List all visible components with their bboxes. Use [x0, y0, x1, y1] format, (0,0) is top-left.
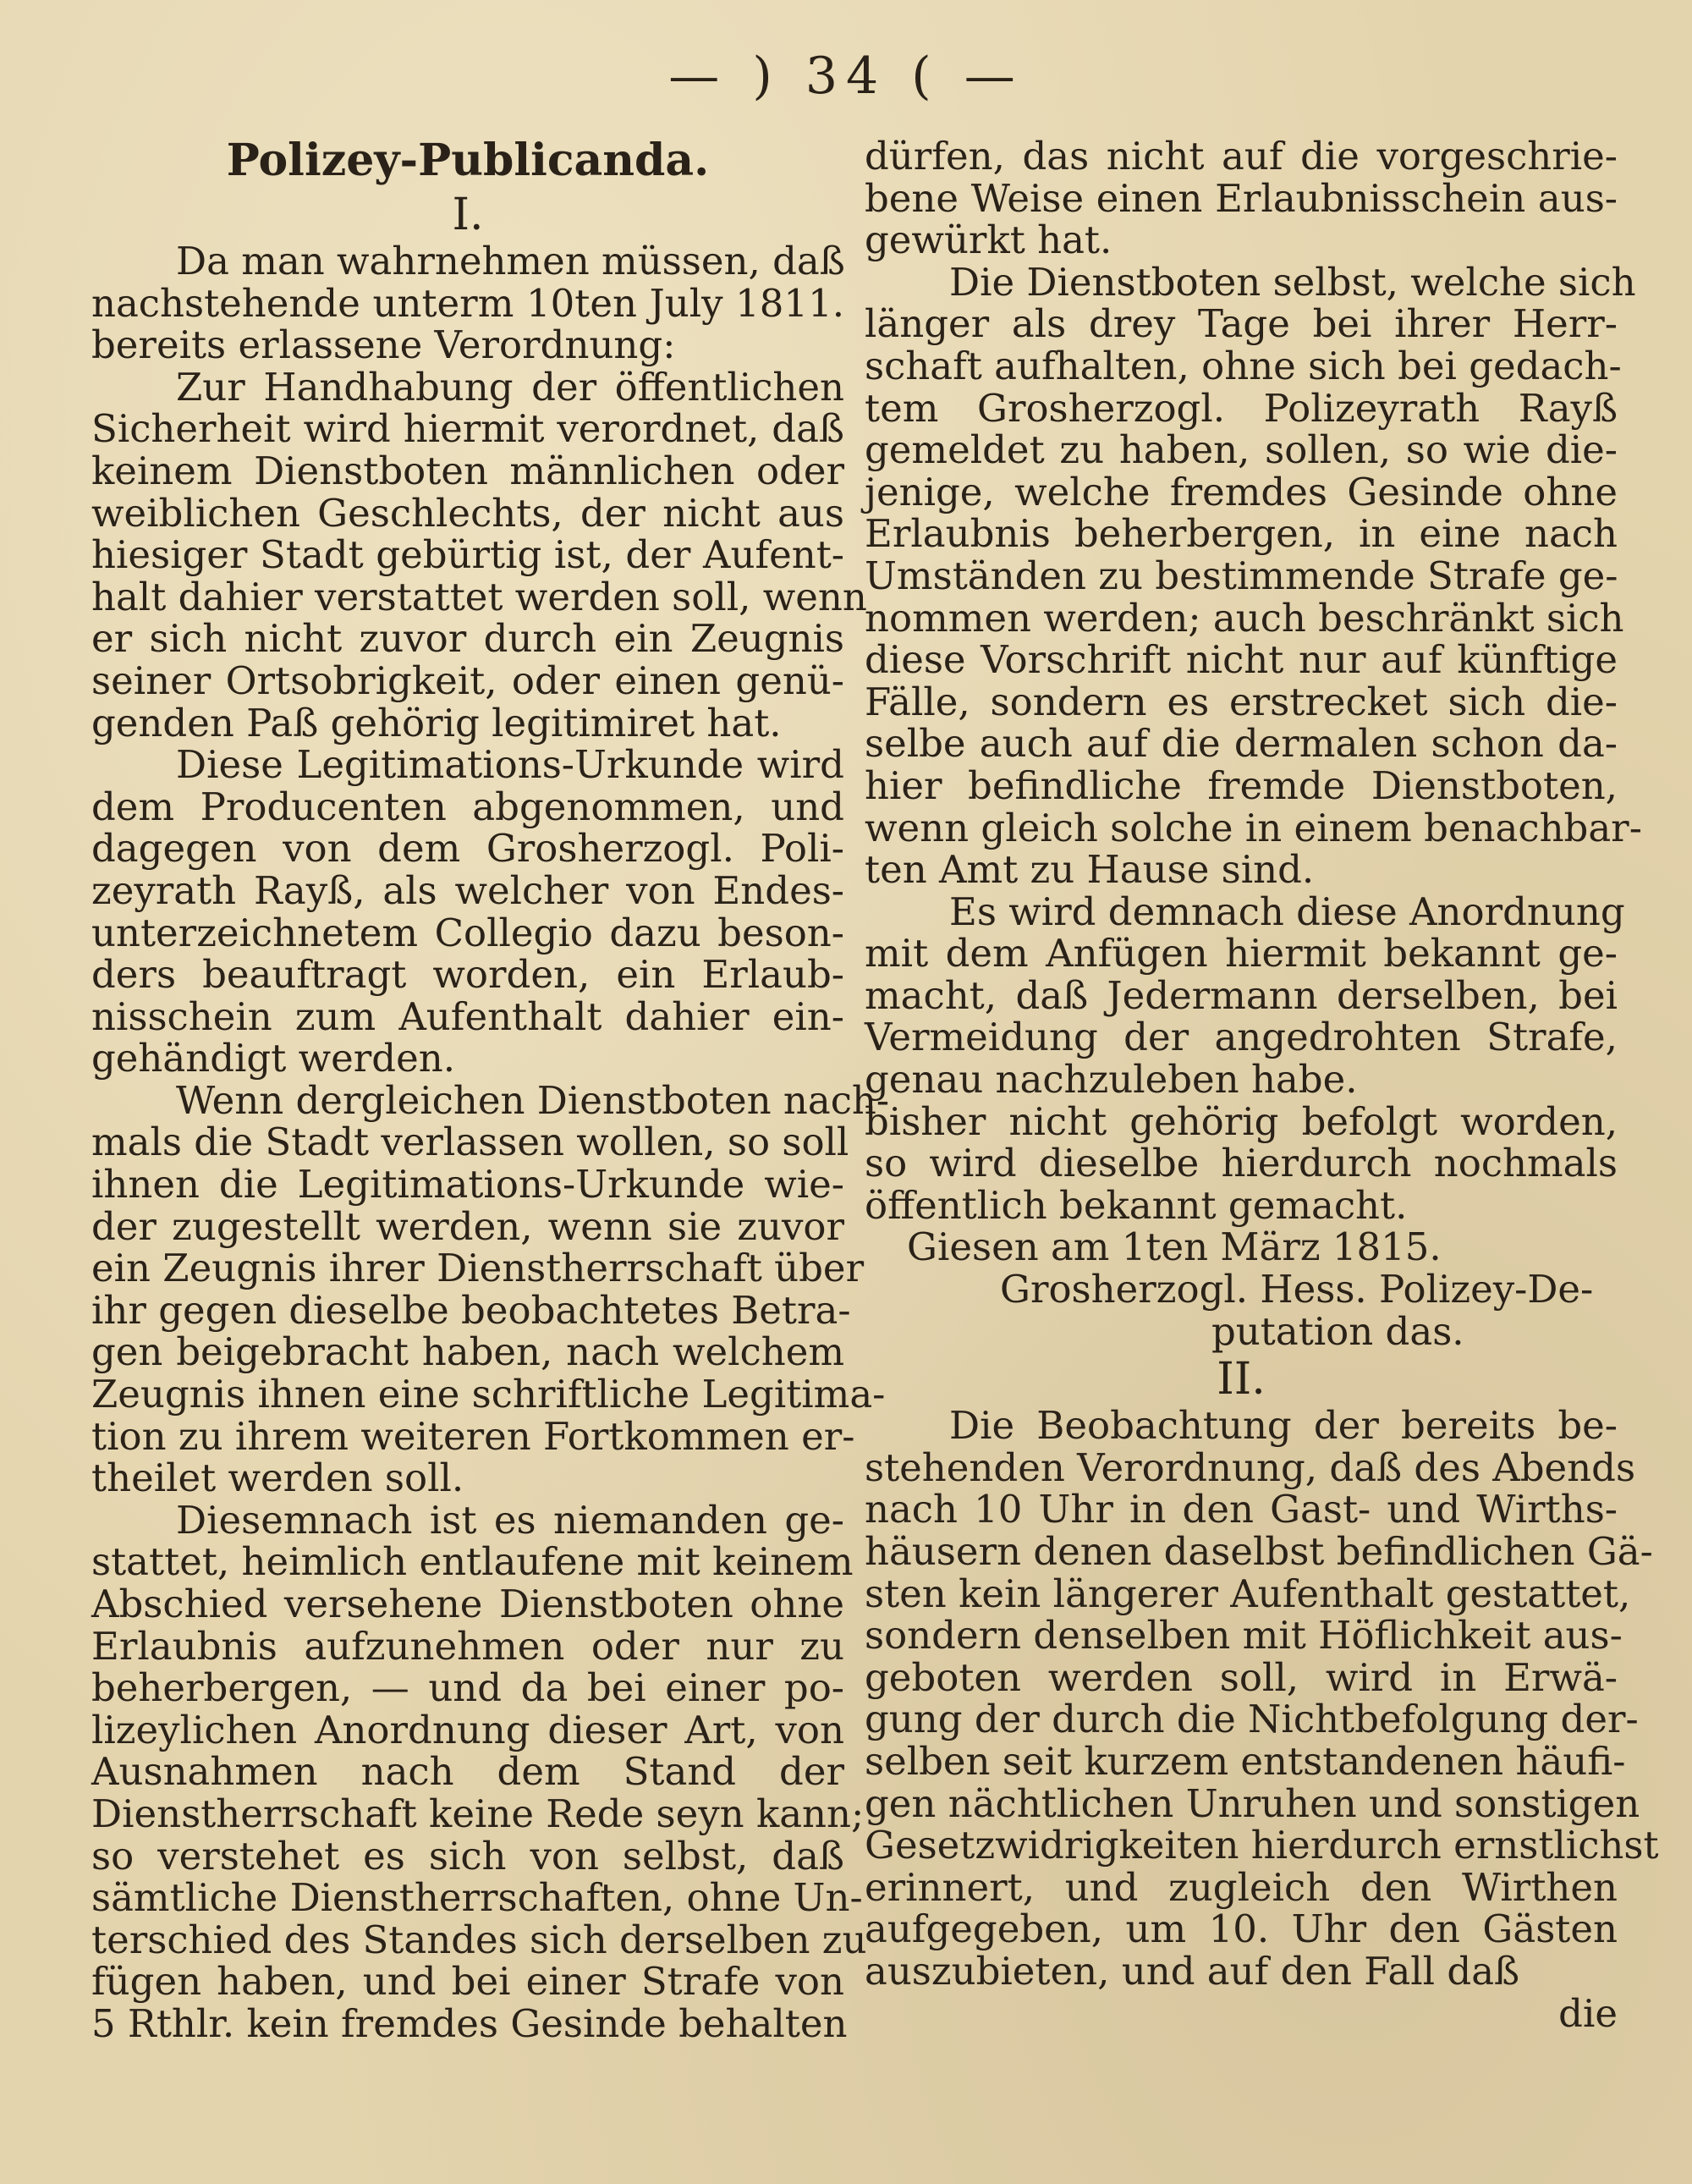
section-number: II. — [1217, 1354, 1266, 1406]
text-line: er sich nicht zuvor durch ein Zeugnis — [91, 616, 844, 662]
text-line: keinem Dienstboten männlichen oder — [91, 448, 844, 493]
text-line: nachstehende unterm 10ten July 1811. — [91, 280, 844, 326]
section-title: Polizey-Publicanda. — [226, 135, 710, 186]
text-line: nisschein zum Aufenthalt dahier ein- — [91, 993, 844, 1039]
text-line: der zugestellt werden, wenn sie zuvor — [91, 1203, 844, 1249]
text-line: erinnert, und zugleich den Wirthen — [865, 1864, 1618, 1910]
text-line: ten Amt zu Hause sind. — [865, 847, 1315, 893]
text-line: zeyrath Rayß, als welcher von Endes- — [91, 867, 844, 913]
text-line: hiesiger Stadt gebürtig ist, der Aufent- — [91, 532, 844, 578]
page-header: — ) 34 ( — — [668, 47, 1024, 106]
left-column — [91, 135, 890, 2046]
text-line: jenige, welche fremdes Gesinde ohne — [865, 469, 1618, 514]
text-line: stehenden Verordnung, daß des Abends — [865, 1444, 1636, 1490]
text-line: fügen haben, und bei einer Strafe von — [91, 1959, 844, 2005]
text-line: genau nachzuleben habe. — [865, 1057, 1358, 1103]
text-line: ihnen die Legitimations-Urkunde wie- — [91, 1162, 844, 1208]
text-line: gehändigt werden. — [91, 1036, 456, 1081]
text-line: Umständen zu bestimmende Strafe ge- — [865, 553, 1618, 598]
text-line: halt dahier verstattet werden soll, wenn — [91, 574, 867, 619]
text-line: gemeldet zu haben, sollen, so wie die- — [865, 427, 1618, 473]
text-line: häusern denen daselbst befindlichen Gä- — [865, 1529, 1653, 1574]
text-line: selbe auch auf die dermalen schon da- — [865, 721, 1618, 767]
text-line: hier befindliche fremde Dienstboten, — [865, 762, 1618, 808]
text-line: so verstehet es sich von selbst, daß — [91, 1833, 844, 1879]
text-line: Erlaubnis beherbergen, in eine nach — [865, 511, 1618, 557]
text-line: theilet werden soll. — [91, 1455, 464, 1501]
text-line: länger als drey Tage bei ihrer Herr- — [865, 301, 1618, 347]
text-line: gewürkt hat. — [865, 217, 1112, 263]
text-line: gen nächtlichen Unruhen und sonstigen — [865, 1780, 1640, 1826]
catchword: die — [1558, 1990, 1618, 2036]
right-column-text — [865, 134, 1642, 1228]
text-line: sämtliche Dienstherrschaften, ohne Un- — [91, 1875, 863, 1921]
text-line: Diese Legitimations-Urkunde wird — [176, 742, 844, 788]
text-line: ein Zeugnis ihrer Dienstherrschaft über — [91, 1246, 865, 1291]
text-line: unterzeichnetem Collegio dazu beson- — [91, 910, 844, 955]
text-line: gung der durch die Nichtbefolgung der- — [865, 1697, 1639, 1742]
text-line: aufgegeben, um 10. Uhr den Gästen — [865, 1906, 1618, 1952]
text-line: Diesemnach ist es niemanden ge- — [176, 1497, 844, 1543]
text-line: mit dem Anfügen hiermit bekannt ge- — [865, 931, 1618, 976]
text-line: Sicherheit wird hiermit verordnet, daß — [91, 406, 844, 452]
text-line: tem Grosherzogl. Polizeyrath Rayß — [865, 385, 1618, 431]
right-column — [865, 134, 1659, 2036]
text-line: Abschied versehene Dienstboten ohne — [91, 1582, 844, 1626]
text-line: tion zu ihrem weiteren Fortkommen er- — [91, 1413, 855, 1459]
text-line: öffentlich bekannt gemacht. — [865, 1182, 1408, 1228]
signature-line: Grosherzogl. Hess. Polizey-De- — [1000, 1267, 1594, 1312]
section-number: I. — [452, 190, 484, 240]
text-line: sten kein längerer Aufenthalt gestattet, — [865, 1571, 1631, 1616]
text-line: 5 Rthlr. kein fremdes Gesinde behalten — [91, 2000, 848, 2046]
text-line: dürfen, das nicht auf die vorgeschrie- — [865, 134, 1618, 179]
section-two-text — [865, 1403, 1659, 1994]
text-line: seiner Ortsobrigkeit, oder einen genü- — [91, 657, 844, 703]
text-line: schaft aufhalten, ohne sich bei gedach- — [865, 343, 1622, 388]
text-line: geboten werden soll, wird in Erwä- — [865, 1654, 1618, 1700]
text-line: genden Paß gehörig legitimiret hat. — [91, 700, 782, 745]
text-line: ihr gegen dieselbe beobachtetes Betra- — [91, 1287, 851, 1333]
text-line: bisher nicht gehörig befolgt worden, — [865, 1098, 1618, 1144]
text-line: mals die Stadt verlassen wollen, so soll — [91, 1120, 849, 1165]
text-line: lizeylichen Anordnung dieser Art, von — [91, 1707, 844, 1752]
text-line: stattet, heimlich entlaufene mit keinem — [91, 1539, 854, 1585]
text-line: Wenn dergleichen Dienstboten nach- — [176, 1077, 890, 1123]
text-line: Zur Handhabung der öffentlichen — [176, 364, 844, 410]
text-line: diese Vorschrift nicht nur auf künftige — [865, 637, 1618, 683]
text-line: dagegen von dem Grosherzogl. Poli- — [91, 826, 844, 872]
text-line: sondern denselben mit Höflichkeit aus- — [865, 1613, 1623, 1659]
text-line: terschied des Standes sich derselben zu — [91, 1917, 867, 1962]
text-line: Da man wahrnehmen müssen, daß — [176, 239, 845, 283]
text-line: selben seit kurzem entstandenen häufi- — [865, 1738, 1626, 1784]
left-column-text — [91, 239, 890, 2046]
text-line: Erlaubnis aufzunehmen oder nur zu — [91, 1623, 844, 1669]
text-line: Fälle, sondern es erstrecket sich die- — [865, 679, 1618, 724]
text-line: so wird dieselbe hierdurch nochmals — [865, 1141, 1618, 1186]
text-line: macht, daß Jedermann derselben, bei — [865, 972, 1618, 1018]
text-line: Gesetzwidrigkeiten hierdurch ernstlichst — [865, 1823, 1659, 1868]
text-line: gen beigebracht haben, nach welchem — [91, 1329, 844, 1375]
text-line: dem Producenten abgenommen, und — [91, 784, 844, 829]
text-line: Zeugnis ihnen eine schriftliche Legitima- — [91, 1372, 886, 1417]
text-line: Die Dienstboten selbst, welche sich — [949, 259, 1636, 305]
text-line: bene Weise einen Erlaubnisschein aus- — [865, 175, 1618, 221]
text-line: Vermeidung der angedrohten Strafe, — [865, 1015, 1618, 1060]
text-line: beherbergen, — und da bei einer po- — [91, 1665, 844, 1711]
text-line: auszubieten, und auf den Fall daß — [865, 1948, 1520, 1994]
text-line: bereits erlassene Verordnung: — [91, 322, 676, 368]
text-line: wenn gleich solche in einem benachbar- — [865, 805, 1642, 850]
text-line: weiblichen Geschlechts, der nicht aus — [91, 490, 844, 536]
text-line: nach 10 Uhr in den Gast- und Wirths- — [865, 1487, 1618, 1532]
place-date: Giesen am 1ten März 1815. — [907, 1224, 1442, 1270]
text-line: Es wird demnach diese Anordnung — [949, 888, 1625, 934]
signature-line-continued: putation das. — [1211, 1308, 1464, 1354]
text-line: nommen werden; auch beschränkt sich — [865, 595, 1624, 641]
text-line: Dienstherrschaft keine Rede seyn kann; — [91, 1791, 865, 1836]
text-line: ders beauftragt worden, ein Erlaub- — [91, 952, 844, 998]
text-line: Die Beobachtung der bereits be- — [949, 1403, 1618, 1449]
text-line: Ausnahmen nach dem Stand der — [91, 1749, 844, 1795]
